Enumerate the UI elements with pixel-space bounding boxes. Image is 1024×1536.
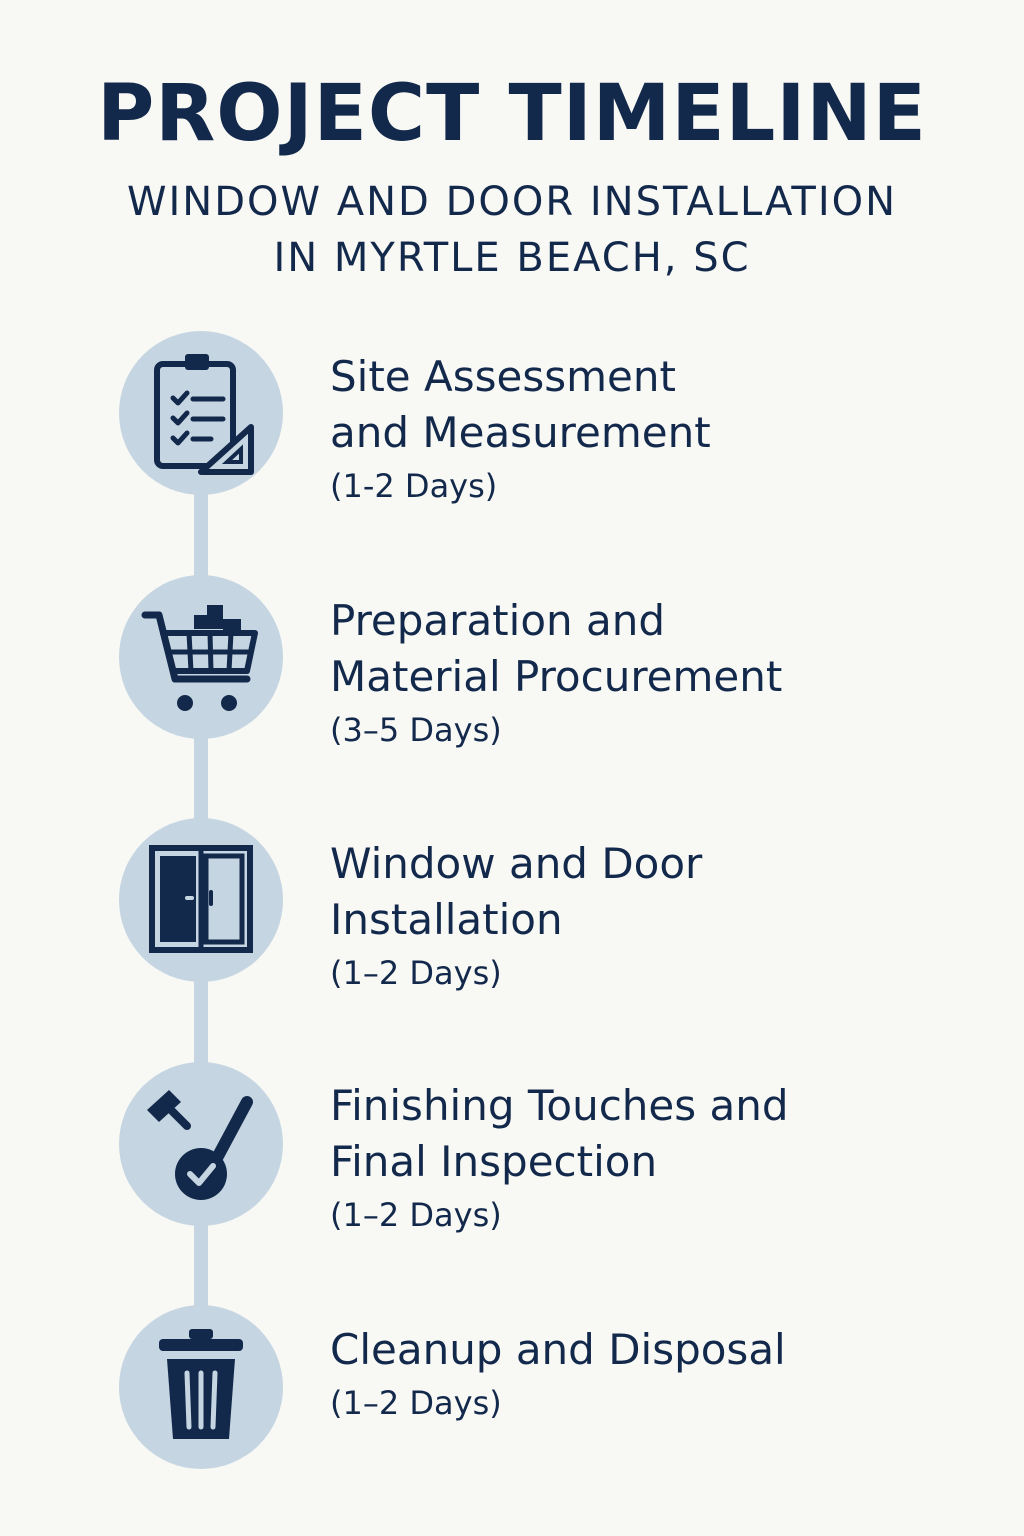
step-2 [330, 593, 990, 755]
page-subtitle [0, 174, 1024, 286]
step-1 [330, 349, 990, 511]
step-2-duration: (3–5 Days) [330, 711, 502, 749]
step-2-title-line-2: Material Procurement [330, 652, 783, 701]
step-5-duration: (1–2 Days) [330, 1384, 502, 1422]
page-title: PROJECT TIMELINE [97, 69, 927, 159]
door-icon [119, 818, 283, 982]
step-2-title [330, 593, 990, 705]
trash-can-icon [119, 1305, 283, 1469]
shopping-cart-icon [119, 575, 283, 739]
timeline-connector [194, 1224, 208, 1308]
subtitle-line-1: WINDOW AND DOOR INSTALLATION [126, 179, 898, 225]
subtitle-line-2: IN MYRTLE BEACH, SC [273, 235, 751, 281]
step-4-duration: (1–2 Days) [330, 1196, 502, 1234]
step-4-icon-circle [119, 1062, 283, 1226]
timeline-connector [194, 738, 208, 820]
step-1-title-line-1: Site Assessment [330, 352, 676, 401]
step-2-icon-circle [119, 575, 283, 739]
brush-checkmark-icon [119, 1062, 283, 1226]
step-1-icon-circle [119, 331, 283, 495]
step-5-title-line-1: Cleanup and Disposal [330, 1325, 786, 1374]
step-3-duration: (1–2 Days) [330, 954, 502, 992]
timeline-connector [194, 980, 208, 1064]
step-4-title [330, 1078, 990, 1190]
step-2-title-line-1: Preparation and [330, 596, 665, 645]
step-4-title-line-1: Finishing Touches and [330, 1081, 789, 1130]
step-3-title [330, 836, 990, 948]
step-1-duration: (1-2 Days) [330, 467, 498, 505]
step-1-title [330, 349, 990, 461]
step-1-title-line-2: and Measurement [330, 408, 711, 457]
clipboard-checklist-icon [119, 331, 283, 495]
step-5-icon-circle [119, 1305, 283, 1469]
step-4-title-line-2: Final Inspection [330, 1137, 658, 1186]
step-4 [330, 1078, 990, 1240]
step-3 [330, 836, 990, 998]
step-3-title-line-1: Window and Door [330, 839, 703, 888]
step-3-icon-circle [119, 818, 283, 982]
timeline-connector [194, 494, 208, 576]
step-5-title [330, 1322, 990, 1378]
step-3-title-line-2: Installation [330, 895, 563, 944]
step-5 [330, 1322, 990, 1428]
